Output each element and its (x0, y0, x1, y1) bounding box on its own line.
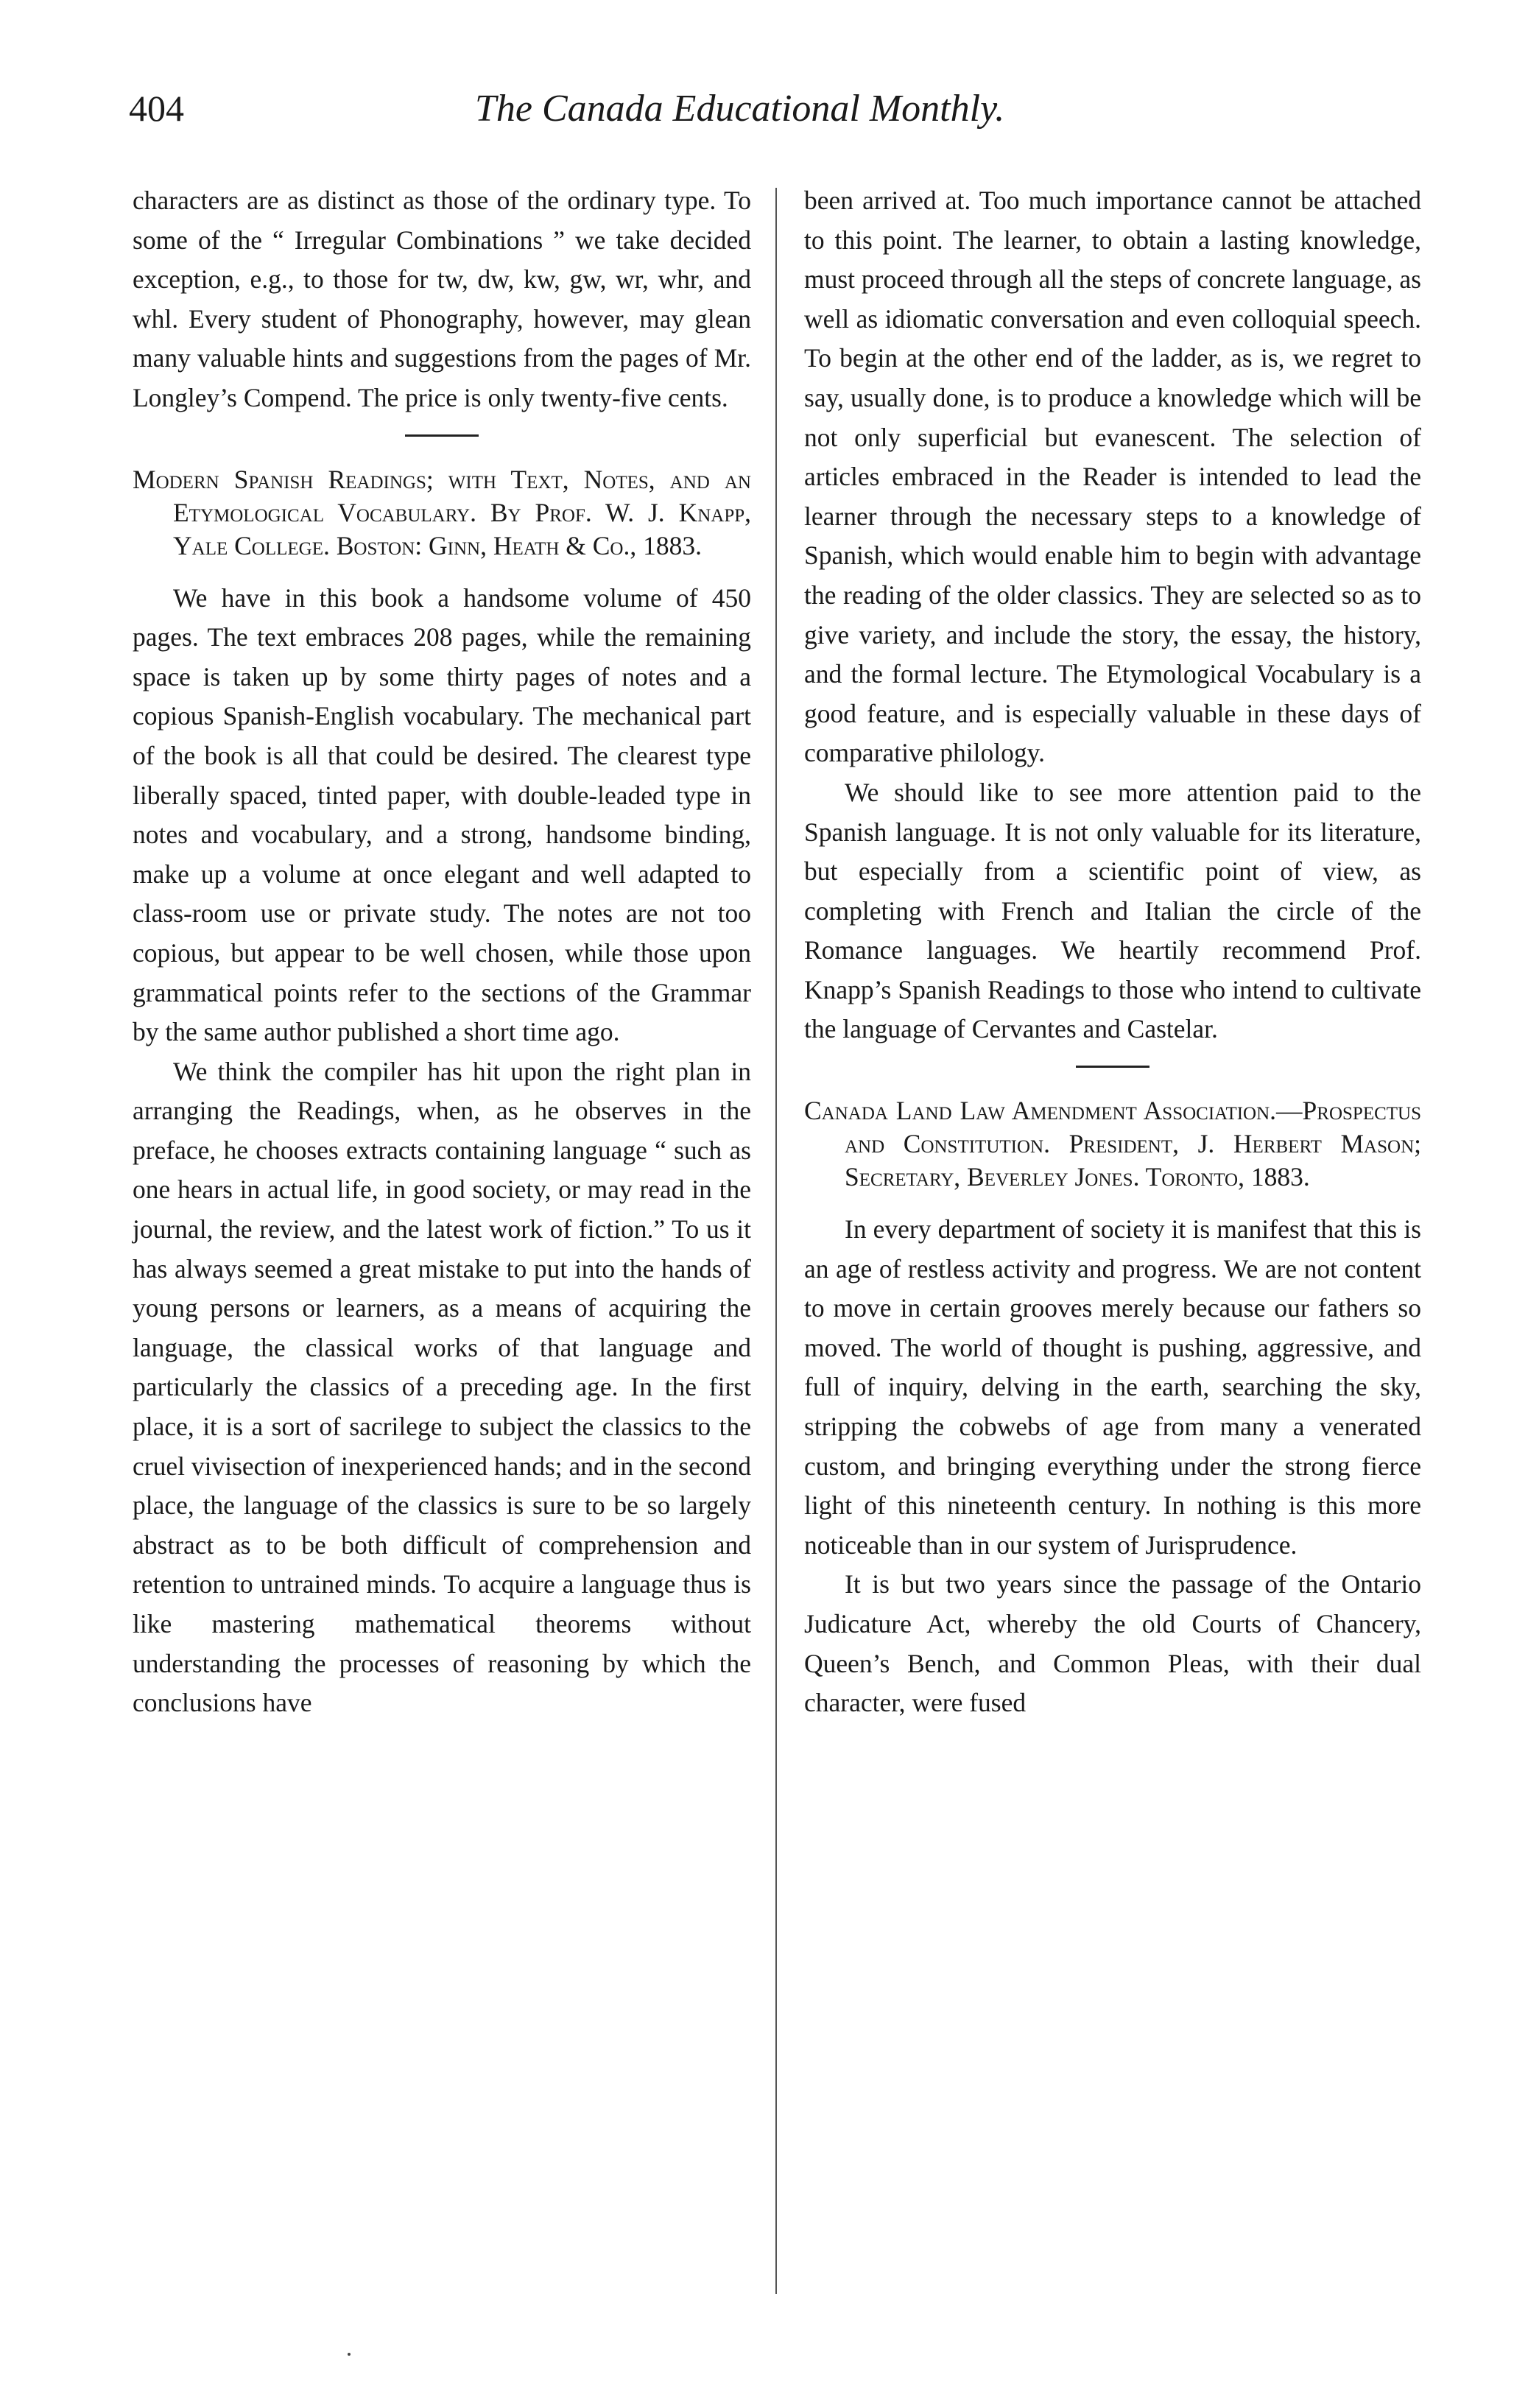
print-speck (348, 2353, 351, 2356)
left-paragraph-2: We have in this book a handsome volume of 450 pages. The text embraces 208 pages, while the remaining space is taken up by some thirty pages of notes and a copious Spanish-English vocabulary. The mechanical part of the book is all that could be desired. The clearest type liberally spaced, tinted paper, with double-leaded type in notes and vocabulary, and a strong, handsome binding, make up a volume at once elegant and well adapted to class-room use or private study. The notes are not too copious, but appear to be well chosen, while those upon grammatical points refer to the sections of the Grammar by the same author published a short time ago. (133, 582, 751, 1047)
left-column (133, 181, 751, 1723)
running-title: The Canada Educational Monthly. (475, 88, 1005, 130)
left-paragraph-3: We think the compiler has hit upon the right plan in arranging the Readings, when, as he observes in the preface, he chooses extracts containing language “ such as one hears in actual life, in good society, or may read in the journal, the review, and the latest work of fiction.” To us it has always seemed a great mistake to put into the hands of young persons or learners, as a means of acquiring the language, the classical works of that language and particularly the classics of a preceding age. In the first place, it is a sort of sacrilege to subject the classics to the cruel vivisection of inexperienced hands; and in the second place, the language of the classics is sure to be so largely abstract as to be both difficult of comprehension and retention to untrained minds. To acquire a language thus is like mastering mathematical theorems without understanding the processes of reasoning by which the conclusions have (133, 1056, 751, 1718)
right-paragraph-4: It is but two years since the passage of the Ontario Judicature Act, whereby the old Courts of Chancery, Queen’s Bench, and Common Pleas, with their dual character, were fused (804, 1569, 1421, 1718)
column-divider (775, 188, 777, 2294)
section-divider (405, 434, 479, 437)
right-paragraph-1: been arrived at. Too much importance cannot be attached to this point. The learner, to obtain a lasting knowledge, must proceed through all the steps of concrete language, as well as idiomatic conversation and even colloquial speech. To begin at the other end of the ladder, as is, we regret to say, usually done, is to produce a knowledge which will be not only superficial but evanescent. The selection of articles embraced in the Reader is intended to lead the learner through the necessary steps to a knowledge of Spanish, which would enable him to begin with advantage the reading of the older classics. They are selected so as to give variety, and include the story, the essay, the history, and the formal lecture. The Etymological Vocabulary is a good feature, and is especially valuable in these days of comparative philology. (804, 186, 1421, 768)
right-paragraph-3: In every department of society it is manifest that this is an age of restless activity and progress. We are not content to move in certain grooves merely because our fathers so moved. The world of thought is pushing, aggressive, and full of inquiry, delving in the earth, searching the sky, stripping the cobwebs of age from many a venerated custom, and bringing everything under the strong fierce light of this nineteenth century. In nothing is this more noticeable than in our system of Jurisprudence. (804, 1214, 1421, 1560)
left-paragraph-1: characters are as distinct as those of the ordinary type. To some of the “ Irregular Combinations ” we take decided exception, e.g., to those for tw, dw, kw, gw, wr, whr, and whl. Every student of Phonography, however, may glean many valuable hints and suggestions from the pages of Mr. Longley’s Compend. The price is only twenty-five cents. (133, 186, 751, 412)
section-divider (1076, 1066, 1149, 1068)
right-column (804, 181, 1421, 1723)
page-header (129, 87, 1410, 153)
page-number: 404 (129, 88, 184, 129)
review-heading-land-law: Canada Land Law Amendment Association.—Prospectus and Constitution. President, J. Herbert Mason; Secretary, Beverley Jones. Toronto, 1883. (804, 1096, 1421, 1192)
right-paragraph-2: We should like to see more attention paid to the Spanish language. It is not only valuable for its literature, but especially from a scientific point of view, as completing with French and Italian the circle of the Romance languages. We heartily recommend Prof. Knapp’s Spanish Readings to those who intend to cultivate the language of Cervantes and Castelar. (804, 777, 1421, 1044)
review-heading-spanish-readings: Modern Spanish Readings; with Text, Notes, and an Etymological Vocabulary. By Prof. W. J. Knapp, Yale College. Boston: Ginn, Heath & Co., 1883. (133, 464, 751, 560)
